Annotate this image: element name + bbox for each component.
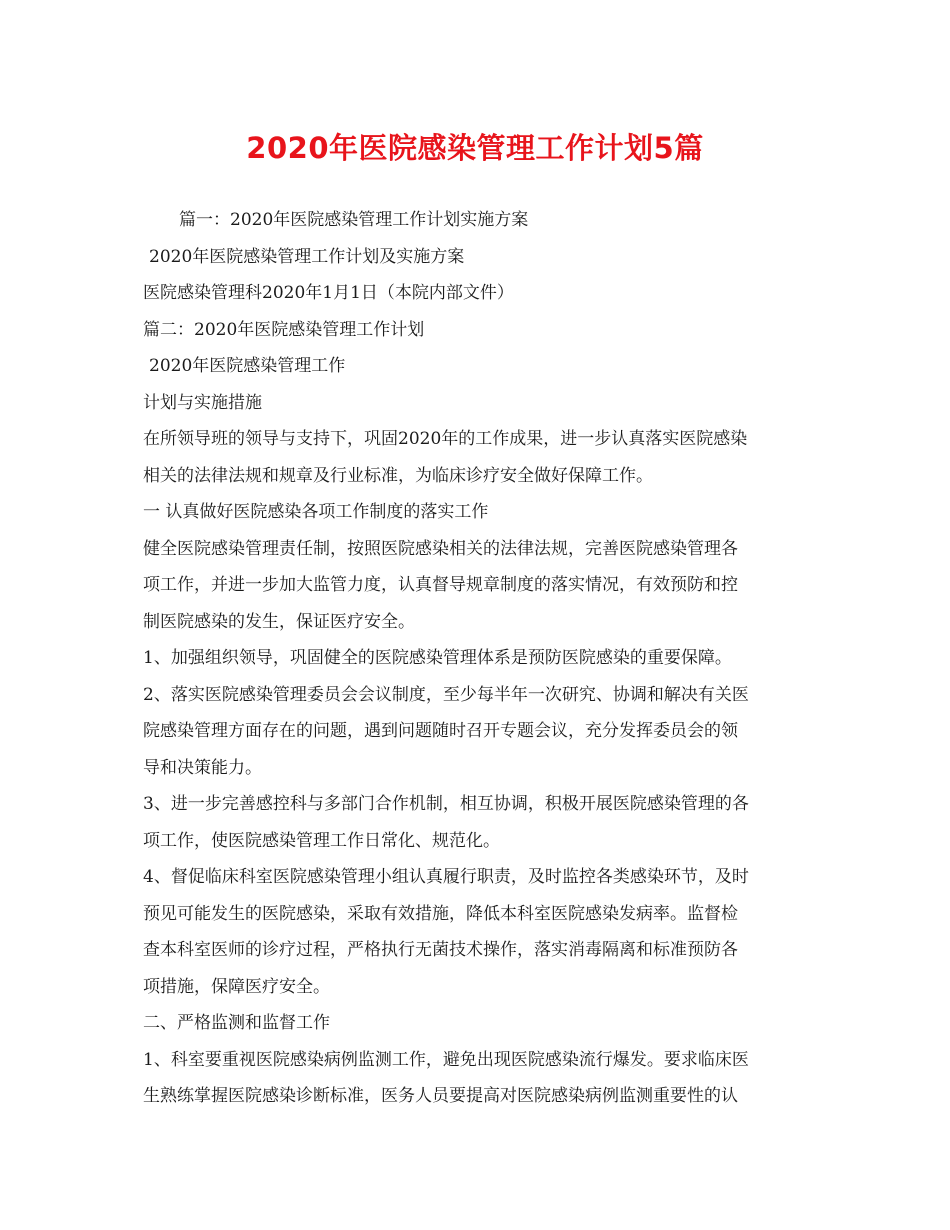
paragraph-line: 二、严格监测和监督工作 bbox=[143, 1013, 330, 1033]
paragraph-line: 2020年医院感染管理工作 bbox=[149, 356, 346, 376]
paragraph-line: 3、进一步完善感控科与多部门合作机制，相互协调，积极开展医院感染管理的各 bbox=[143, 794, 749, 814]
section-heading-2: 篇二：2020年医院感染管理工作计划 bbox=[143, 319, 425, 340]
paragraph-line: 2、落实医院感染管理委员会会议制度，至少每半年一次研究、协调和解决有关医 bbox=[143, 684, 749, 705]
paragraph-line: 一 认真做好医院感染各项工作制度的落实工作 bbox=[143, 502, 489, 522]
paragraph-line: 在所领导班的领导与支持下，巩固2020年的工作成果，进一步认真落实医院感染 bbox=[143, 429, 748, 449]
paragraph-line: 导和决策能力。 bbox=[143, 757, 262, 778]
paragraph-line: 相关的法律法规和规章及行业标准，为临床诊疗安全做好保障工作。 bbox=[143, 465, 653, 486]
paragraph-line: 院感染管理方面存在的问题，遇到问题随时召开专题会议，充分发挥委员会的领 bbox=[143, 721, 738, 741]
paragraph-line: 医院感染管理科2020年1月1日（本院内部文件） bbox=[143, 283, 514, 303]
paragraph-line: 1、科室要重视医院感染病例监测工作，避免出现医院感染流行爆发。要求临床医 bbox=[143, 1049, 749, 1070]
paragraph-line: 生熟练掌握医院感染诊断标准，医务人员要提高对医院感染病例监测重要性的认 bbox=[143, 1086, 738, 1106]
paragraph-line: 查本科室医师的诊疗过程，严格执行无菌技术操作，落实消毒隔离和标准预防各 bbox=[143, 940, 738, 960]
document-title: 2020年医院感染管理工作计划5篇 bbox=[246, 131, 704, 165]
paragraph-line: 项工作，使医院感染管理工作日常化、规范化。 bbox=[143, 830, 500, 851]
paragraph-line: 项措施，保障医疗安全。 bbox=[143, 976, 330, 997]
paragraph-line: 预见可能发生的医院感染，采取有效措施，降低本科室医院感染发病率。监督检 bbox=[143, 903, 738, 924]
paragraph-line: 1、加强组织领导，巩固健全的医院感染管理体系是预防医院感染的重要保障。 bbox=[143, 648, 732, 668]
document-body bbox=[143, 202, 813, 1115]
paragraph-line: 制医院感染的发生，保证医疗安全。 bbox=[143, 611, 415, 632]
paragraph-line: 健全医院感染管理责任制，按照医院感染相关的法律法规，完善医院感染管理各 bbox=[143, 538, 738, 559]
paragraph-line: 4、督促临床科室医院感染管理小组认真履行职责，及时监控各类感染环节，及时 bbox=[143, 867, 749, 887]
paragraph-line: 计划与实施措施 bbox=[143, 392, 262, 413]
section-heading-1: 篇一：2020年医院感染管理工作计划实施方案 bbox=[179, 210, 529, 230]
paragraph-line: 2020年医院感染管理工作计划及实施方案 bbox=[149, 246, 465, 267]
paragraph-line: 项工作，并进一步加大监管力度，认真督导规章制度的落实情况，有效预防和控 bbox=[143, 575, 738, 595]
